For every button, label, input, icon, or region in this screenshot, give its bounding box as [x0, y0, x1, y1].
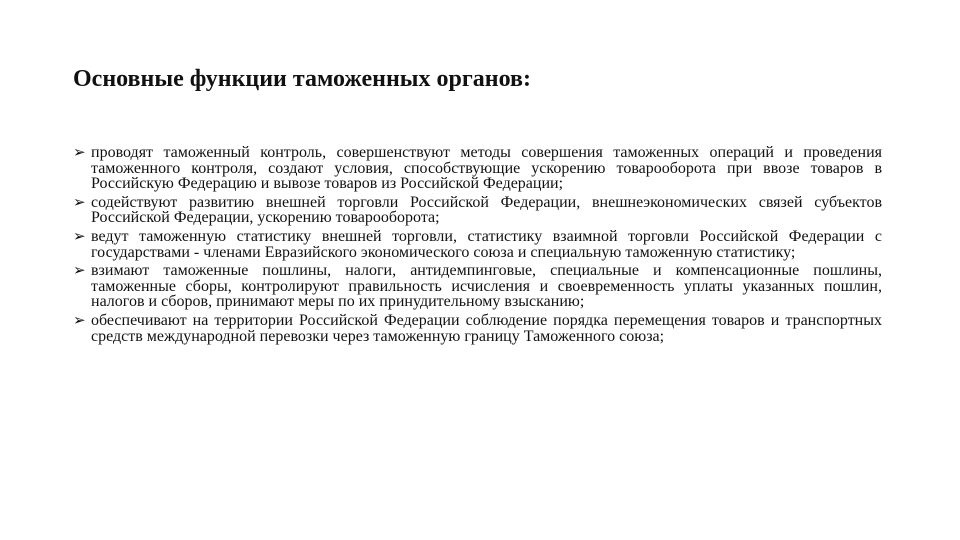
slide-title: Основные функции таможенных органов:: [73, 66, 531, 92]
arrowhead-bullet-icon: ➢: [73, 261, 86, 280]
list-item: [73, 263, 882, 310]
list-item-text: взимают таможенные пошлины, налоги, антидемпинговые, специальные и компенсационные пошлины, таможенные сборы, контролируют правильность исчисления и своевременность уплаты указанных пошлин, налогов и сборов, принимают меры по их принудительному взысканию;: [91, 262, 882, 311]
list-item: [73, 192, 882, 227]
list-item-text: проводят таможенный контроль, совершенствуют методы совершения таможенных операций и проведения таможенного контроля, создают условия, способствующие ускорению товарооборота при ввозе товаров в Российскую Федерацию и вывозе товаров из Российской Федерации;: [91, 144, 882, 193]
arrowhead-bullet-icon: ➢: [73, 192, 86, 211]
arrowhead-bullet-icon: ➢: [73, 226, 86, 245]
list-item: [73, 310, 882, 345]
list-item: [73, 226, 882, 261]
list-item: [73, 145, 882, 192]
arrowhead-bullet-icon: ➢: [73, 143, 86, 161]
arrowhead-bullet-icon: ➢: [73, 310, 86, 329]
list-item-text: обеспечивают на территории Российской Федерации соблюдение порядка перемещения товаров и транспортных средств международной перевозки через таможенную границу Таможенного союза;: [91, 311, 882, 345]
list-item-text: содействуют развитию внешней торговли Российской Федерации, внешнеэкономических связей субъектов Российской Федерации, ускорению товарооборота;: [91, 193, 882, 227]
functions-list: [73, 145, 882, 347]
list-item-text: ведут таможенную статистику внешней торговли, статистику взаимной торговли Российской Федерации с государствами - членами Евразийского экономического союза и специальную таможенную статистику;: [91, 227, 882, 261]
